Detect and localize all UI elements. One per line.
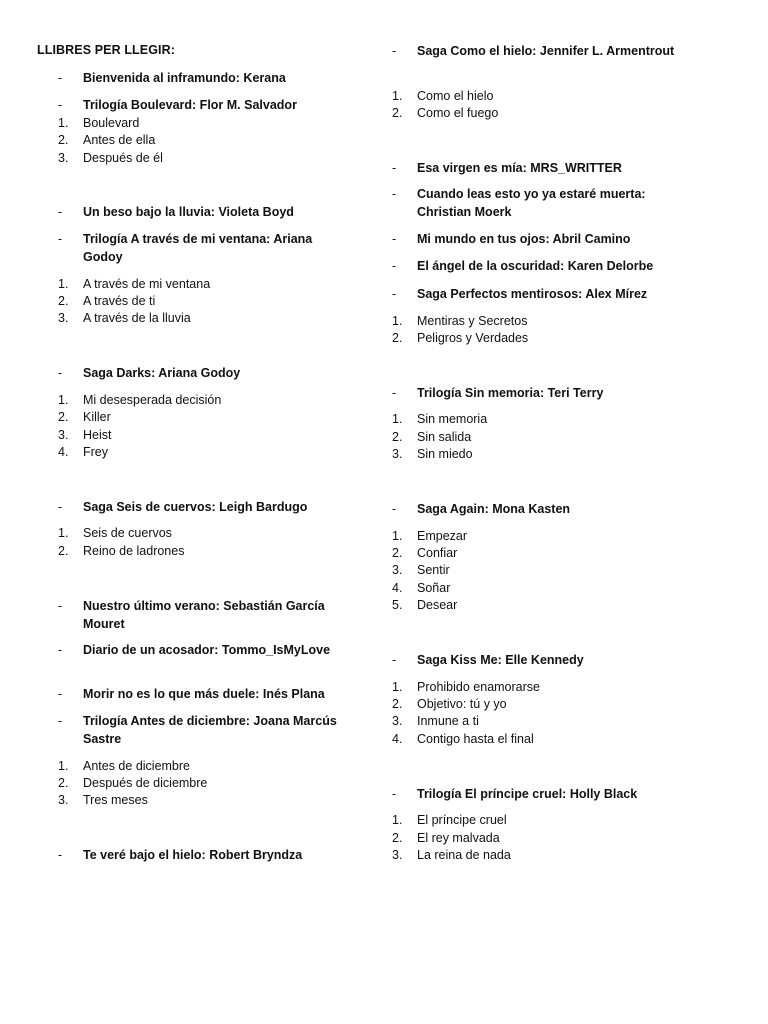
list-number: 2. xyxy=(392,697,403,711)
list-number: 1. xyxy=(58,759,69,773)
dash-bullet: - xyxy=(58,599,63,613)
dash-bullet: - xyxy=(392,232,397,246)
list-number: 2. xyxy=(58,776,69,790)
list-number: 1. xyxy=(392,89,403,103)
list-number: 2. xyxy=(392,831,403,845)
list-item-text: Boulevard xyxy=(83,116,140,130)
list-item-text: La reina de nada xyxy=(417,848,511,862)
list-item-text: Tres meses xyxy=(83,793,148,807)
book-heading-text: Diario de un acosador: Tommo_IsMyLove xyxy=(83,643,331,657)
book-heading-text: Morir no es lo que más duele: Inés Plana xyxy=(83,687,325,701)
list-number: 4. xyxy=(58,445,69,459)
list-number: 3. xyxy=(58,428,69,442)
dash-bullet: - xyxy=(392,502,397,516)
book-heading-text: Saga Seis de cuervos: Leigh Bardugo xyxy=(83,500,308,514)
list-item-text: Empezar xyxy=(417,529,468,543)
book-heading-text: Trilogía Sin memoria: Teri Terry xyxy=(417,386,604,400)
list-number: 1. xyxy=(392,529,403,543)
list-item-text: Sentir xyxy=(417,563,450,577)
list-item-text: Sin memoria xyxy=(417,412,488,426)
dash-bullet: - xyxy=(392,259,397,273)
book-heading-text: Bienvenida al inframundo: Kerana xyxy=(83,71,286,85)
list-item-text: Después de él xyxy=(83,151,163,165)
list-item-text: Como el hielo xyxy=(417,89,494,103)
dash-bullet: - xyxy=(392,653,397,667)
list-item-text: Seis de cuervos xyxy=(83,526,172,540)
dash-bullet: - xyxy=(58,714,63,728)
list-number: 4. xyxy=(392,732,403,746)
book-heading-text: Trilogía Antes de diciembre: Joana Marcús Sastre xyxy=(83,714,337,746)
book-heading-text: El ángel de la oscuridad: Karen Delorbe xyxy=(417,259,654,273)
dash-bullet: - xyxy=(392,44,397,58)
book-heading-text: Cuando leas esto yo ya estaré muerta: Christian Moerk xyxy=(417,187,646,219)
book-heading-text: Mi mundo en tus ojos: Abril Camino xyxy=(417,232,631,246)
list-number: 1. xyxy=(58,277,69,291)
list-number: 1. xyxy=(392,314,403,328)
list-number: 3. xyxy=(58,793,69,807)
book-heading-text: Saga Como el hielo: Jennifer L. Armentrout xyxy=(417,44,675,58)
list-item-text: Sin salida xyxy=(417,430,472,444)
list-number: 1. xyxy=(58,116,69,130)
list-item-text: Después de diciembre xyxy=(83,776,208,790)
book-heading-text: Trilogía El príncipe cruel: Holly Black xyxy=(417,787,638,801)
list-number: 2. xyxy=(392,106,403,120)
book-heading-text: Te veré bajo el hielo: Robert Bryndza xyxy=(83,848,303,862)
list-item-text: A través de mi ventana xyxy=(83,277,211,291)
list-item-text: El rey malvada xyxy=(417,831,500,845)
list-item-text: Sin miedo xyxy=(417,447,473,461)
dash-bullet: - xyxy=(392,187,397,201)
list-number: 2. xyxy=(392,430,403,444)
list-number: 1. xyxy=(58,526,69,540)
list-number: 3. xyxy=(58,151,69,165)
book-heading-text: Esa virgen es mía: MRS_WRITTER xyxy=(417,161,622,175)
list-number: 1. xyxy=(392,680,403,694)
list-item-text: Inmune a ti xyxy=(417,714,479,728)
dash-bullet: - xyxy=(392,161,397,175)
dash-bullet: - xyxy=(392,386,397,400)
dash-bullet: - xyxy=(392,787,397,801)
dash-bullet: - xyxy=(392,287,397,301)
list-number: 4. xyxy=(392,581,403,595)
list-item-text: Confiar xyxy=(417,546,458,560)
list-number: 3. xyxy=(58,311,69,325)
list-item-text: Objetivo: tú y yo xyxy=(417,697,507,711)
list-item-text: Heist xyxy=(83,428,112,442)
book-heading-text: Nuestro último verano: Sebastián García Mouret xyxy=(83,599,325,631)
dash-bullet: - xyxy=(58,232,63,246)
dash-bullet: - xyxy=(58,98,63,112)
list-item-text: Reino de ladrones xyxy=(83,544,185,558)
list-item-text: A través de ti xyxy=(83,294,156,308)
page-title: LLIBRES PER LLEGIR: xyxy=(37,43,176,57)
list-item-text: Mentiras y Secretos xyxy=(417,314,528,328)
list-item-text: Antes de diciembre xyxy=(83,759,191,773)
list-number: 5. xyxy=(392,598,403,612)
dash-bullet: - xyxy=(58,687,63,701)
list-item-text: Mi desesperada decisión xyxy=(83,393,222,407)
list-item-text: El príncipe cruel xyxy=(417,813,507,827)
book-heading-text: Un beso bajo la lluvia: Violeta Boyd xyxy=(83,205,294,219)
list-item-text: Killer xyxy=(83,410,111,424)
list-number: 3. xyxy=(392,447,403,461)
list-number: 2. xyxy=(58,133,69,147)
dash-bullet: - xyxy=(58,643,63,657)
list-number: 2. xyxy=(58,294,69,308)
list-number: 2. xyxy=(392,331,403,345)
list-number: 2. xyxy=(58,410,69,424)
book-heading-text: Saga Kiss Me: Elle Kennedy xyxy=(417,653,584,667)
book-heading-text: Saga Perfectos mentirosos: Alex Mírez xyxy=(417,287,648,301)
list-item-text: Frey xyxy=(83,445,108,459)
book-heading-text: Trilogía A través de mi ventana: Ariana Godoy xyxy=(83,232,313,264)
list-item-text: Prohibido enamorarse xyxy=(417,680,540,694)
list-item-text: Soñar xyxy=(417,581,451,595)
list-item-text: Peligros y Verdades xyxy=(417,331,529,345)
list-number: 1. xyxy=(58,393,69,407)
dash-bullet: - xyxy=(58,366,63,380)
dash-bullet: - xyxy=(58,848,63,862)
dash-bullet: - xyxy=(58,500,63,514)
list-item-text: Antes de ella xyxy=(83,133,156,147)
list-number: 3. xyxy=(392,714,403,728)
list-item-text: Como el fuego xyxy=(417,106,499,120)
list-number: 1. xyxy=(392,412,403,426)
list-item-text: Contigo hasta el final xyxy=(417,732,534,746)
book-heading-text: Trilogía Boulevard: Flor M. Salvador xyxy=(83,98,297,112)
book-heading-text: Saga Darks: Ariana Godoy xyxy=(83,366,241,380)
list-number: 3. xyxy=(392,563,403,577)
book-heading-text: Saga Again: Mona Kasten xyxy=(417,502,571,516)
list-item-text: A través de la lluvia xyxy=(83,311,191,325)
list-number: 1. xyxy=(392,813,403,827)
dash-bullet: - xyxy=(58,71,63,85)
list-number: 2. xyxy=(392,546,403,560)
dash-bullet: - xyxy=(58,205,63,219)
list-item-text: Desear xyxy=(417,598,458,612)
list-number: 2. xyxy=(58,544,69,558)
list-number: 3. xyxy=(392,848,403,862)
